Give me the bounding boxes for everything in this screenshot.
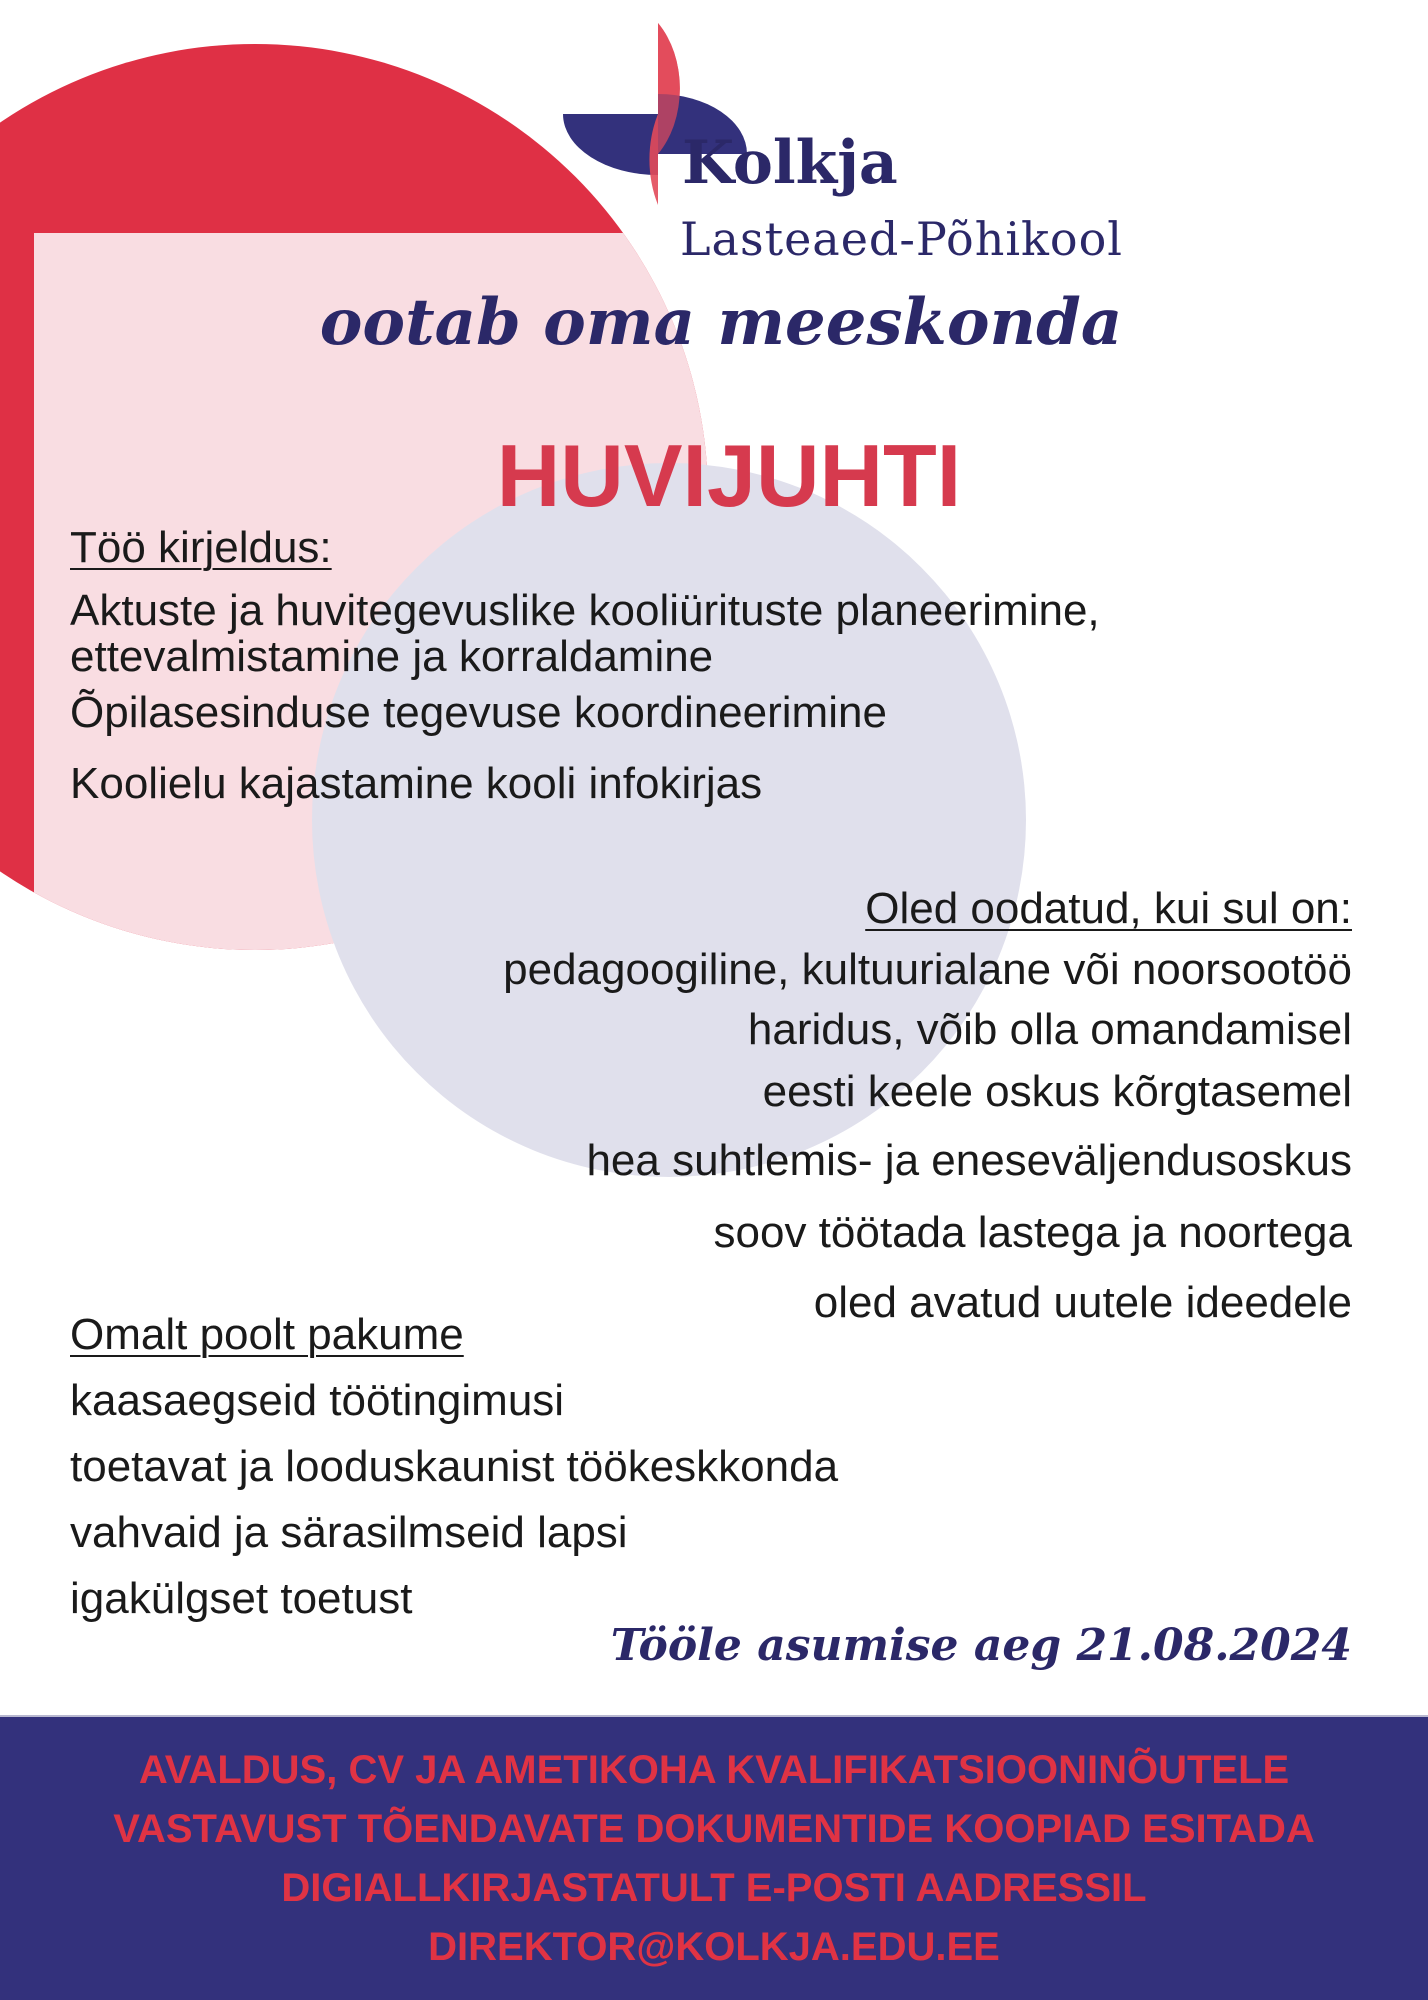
logo-name: Kolkja: [682, 128, 898, 198]
tagline: ootab oma meeskonda: [319, 285, 1123, 360]
start-date-label: Tööle asumise aeg: [610, 1620, 1062, 1671]
application-banner: [0, 1715, 1428, 2000]
list-item: ettevalmistamine ja korraldamine: [70, 631, 714, 681]
list-item: Õpilasesinduse tegevuse koordineerimine: [70, 688, 887, 738]
requirements-heading: Oled oodatud, kui sul on:: [865, 884, 1352, 933]
list-item: oled avatud uutele ideedele: [813, 1278, 1352, 1327]
banner-line: AVALDUS, CV JA AMETIKOHA KVALIFIKATSIOONINÕUTELE: [138, 1748, 1290, 1792]
list-item: hea suhtlemis- ja eneseväljendusoskus: [586, 1136, 1352, 1185]
job-description-heading: Töö kirjeldus:: [70, 523, 332, 572]
start-date-value: 21.08.2024: [1076, 1620, 1352, 1671]
contact-email[interactable]: DIREKTOR@KOLKJA.EDU.EE: [428, 1925, 1000, 1969]
start-date: [611, 1620, 1352, 1671]
list-item: toetavat ja looduskaunist töökeskkonda: [70, 1442, 839, 1491]
job-title: HUVIJUHTI: [496, 426, 962, 525]
banner-line: VASTAVUST TÕENDAVATE DOKUMENTIDE KOOPIAD ESITADA: [113, 1807, 1315, 1851]
list-item: Aktuste ja huvitegevuslike kooliürituste planeerimine,: [70, 585, 1100, 635]
list-item: soov töötada lastega ja noortega: [713, 1208, 1352, 1257]
list-item: pedagoogiline, kultuurialane või noorsootöö: [503, 945, 1352, 994]
requirements: [503, 877, 1352, 1338]
list-item: kaasaegseid töötingimusi: [70, 1376, 565, 1425]
list-item: haridus, võib olla omandamisel: [747, 1005, 1352, 1054]
job-description: [70, 522, 1100, 811]
list-item: eesti keele oskus kõrgtasemel: [762, 1067, 1352, 1116]
list-item: Koolielu kajastamine kooli infokirjas: [70, 758, 763, 808]
banner-line: DIGIALLKIRJASTATULT E-POSTI AADRESSIL: [281, 1866, 1147, 1910]
list-item: igakülgset toetust: [70, 1574, 413, 1623]
offer: [70, 1302, 838, 1632]
list-item: vahvaid ja särasilmseid lapsi: [70, 1508, 628, 1557]
logo-subtitle: Lasteaed-Põhikool: [680, 212, 1124, 266]
offer-heading: Omalt poolt pakume: [70, 1310, 464, 1359]
